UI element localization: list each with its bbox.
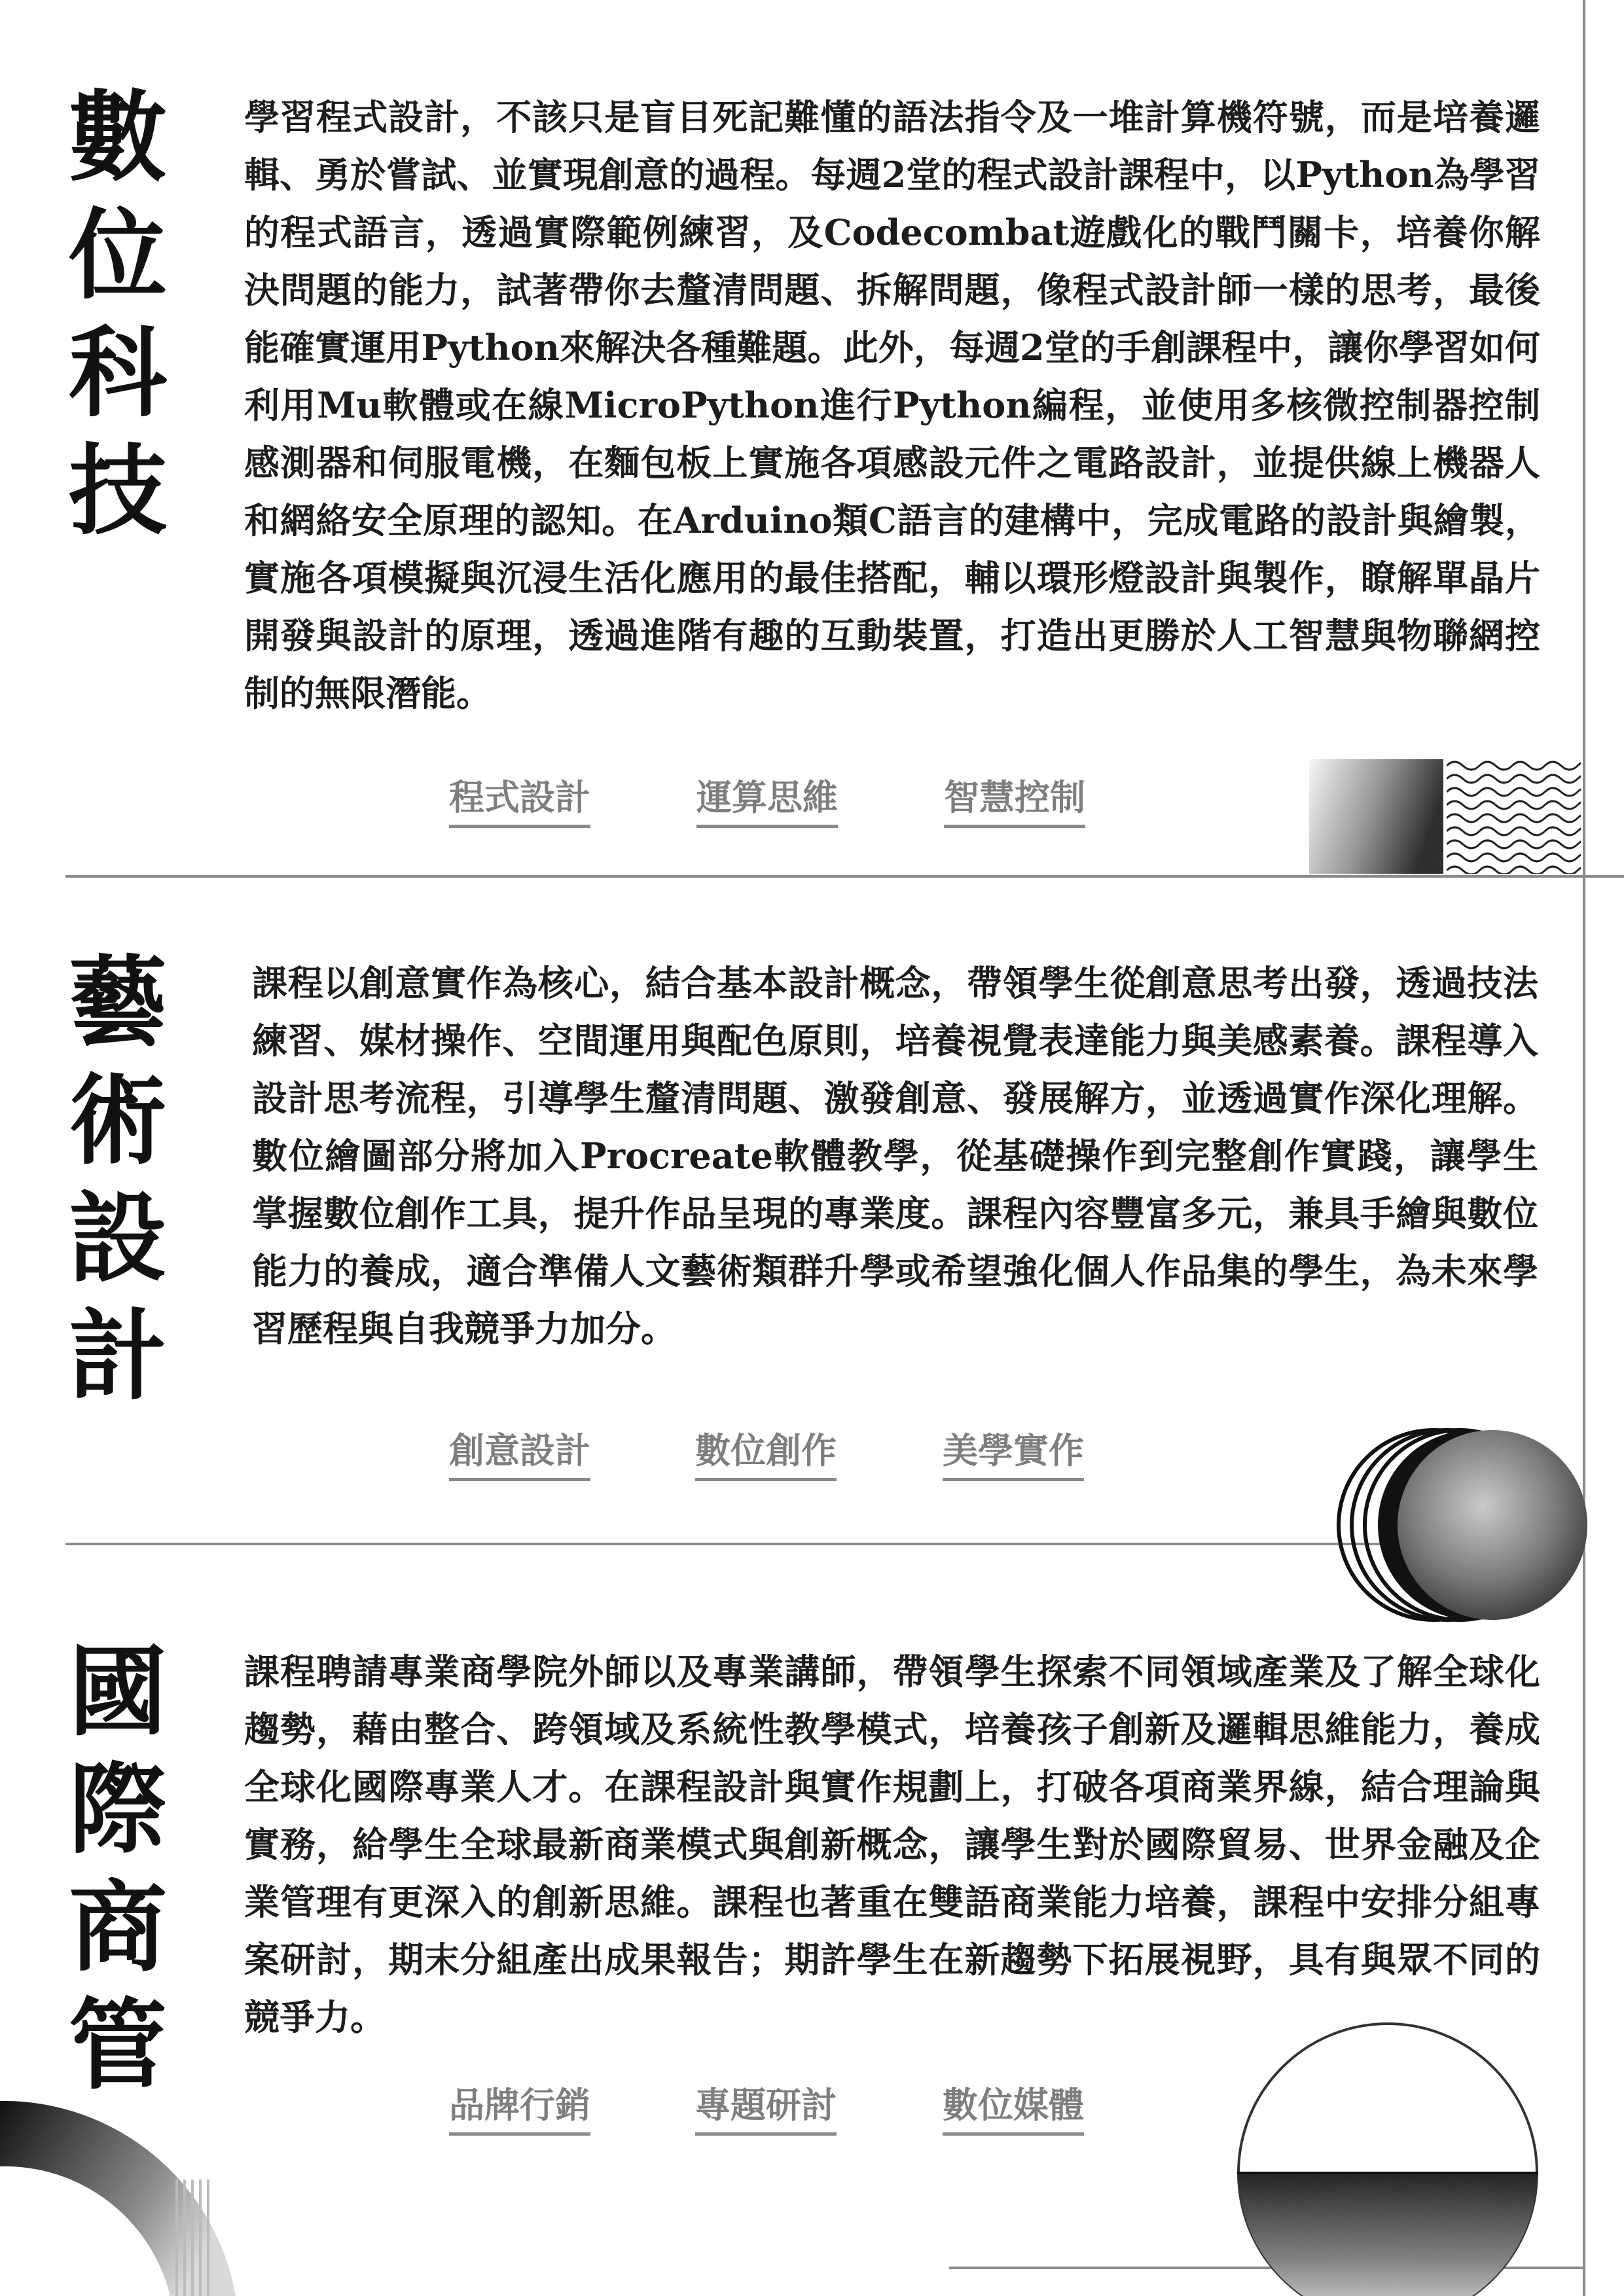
tag-chip: 智慧控制	[944, 774, 1085, 828]
tag-chip: 數位創作	[695, 1427, 837, 1481]
section-body: 課程以創意實作為核心，結合基本設計概念，帶領學生從創意思考出發，透過技法練習、媒材操作、空間運用與配色原則，培養視覺表達能力與美感素養。課程導入設計思考流程，引導學生釐清問題、激發創意、發展解方，並透過實作深化理解。數位繪圖部分將加入Procreate軟體教學，從基礎操作到完整創作實踐，讓學生掌握數位創作工具，提升作品呈現的專業度。課程內容豐富多元，兼具手繪與數位能力的養成，適合準備人文藝術類群升學或希望強化個人作品集的學生，為未來學習歷程與自我競爭力加分。	[252, 962, 1538, 1350]
tag-chip: 程式設計	[449, 774, 590, 828]
grain-gradient-square-graphic	[1309, 759, 1443, 874]
section-title: 數位科技	[52, 85, 167, 556]
wave-lines-graphic	[1447, 759, 1581, 874]
tag-chip: 創意設計	[449, 1427, 590, 1481]
section-divider-2	[65, 1543, 1519, 1545]
tag-chip: 美學實作	[943, 1427, 1084, 1481]
section-title: 藝術設計	[52, 950, 167, 1422]
section-divider-1	[65, 875, 1624, 878]
section-body: 課程聘請專業商學院外師以及專業講師，帶領學生探索不同領域產業及了解全球化趨勢，藉由整合、跨領域及系統性教學模式，培養孩子創新及邏輯思維能力，養成全球化國際專業人才。在課程設計與實作規劃上，打破各項商業界線，結合理論與實務，給學生全球最新商業模式與創新概念，讓學生對於國際貿易、世界金融及企業管理有更深入的創新思維。課程也著重在雙語商業能力培養，課程中安排分組專案研討，期末分組產出成果報告；期許學生在新趨勢下拓展視野，具有與眾不同的競爭力。	[244, 1651, 1540, 2038]
corner-arc-graphic	[0, 2101, 249, 2296]
section-title: 國際商管	[52, 1640, 167, 2111]
tag-chip: 數位媒體	[943, 2081, 1084, 2136]
stacked-sphere-graphic	[1335, 1427, 1591, 1623]
section-body: 學習程式設計，不該只是盲目死記難懂的語法指令及一堆計算機符號，而是培養邏輯、勇於嘗試、並實現創意的過程。每週2堂的程式設計課程中，以Python為學習的程式語言，透過實際範例練習，及Codecombat遊戲化的戰鬥關卡，培養你解決問題的能力，試著帶你去釐清問題、拆解問題，像程式設計師一樣的思考，最後能確實運用Python來解決各種難題。此外，每週2堂的手創課程中，讓你學習如何利用Mu軟體或在線MicroPython進行Python編程，並使用多核微控制器控制感測器和伺服電機，在麵包板上實施各項感設元件之電路設計，並提供線上機器人和網絡安全原理的認知。在Arduino類C語言的建構中，完成電路的設計與繪製，實施各項模擬與沉浸生活化應用的最佳搭配，輔以環形燈設計與製作，瞭解單晶片開發與設計的原理，透過進階有趣的互動裝置，打造出更勝於人工智慧與物聯網控制的無限潛能。	[244, 96, 1540, 714]
right-border-line	[1583, 0, 1585, 2296]
tag-chip: 品牌行銷	[449, 2081, 590, 2136]
half-gradient-circle-graphic	[1231, 2016, 1545, 2296]
tag-chip: 專題研討	[695, 2081, 837, 2136]
tag-chip: 運算思維	[696, 774, 838, 828]
